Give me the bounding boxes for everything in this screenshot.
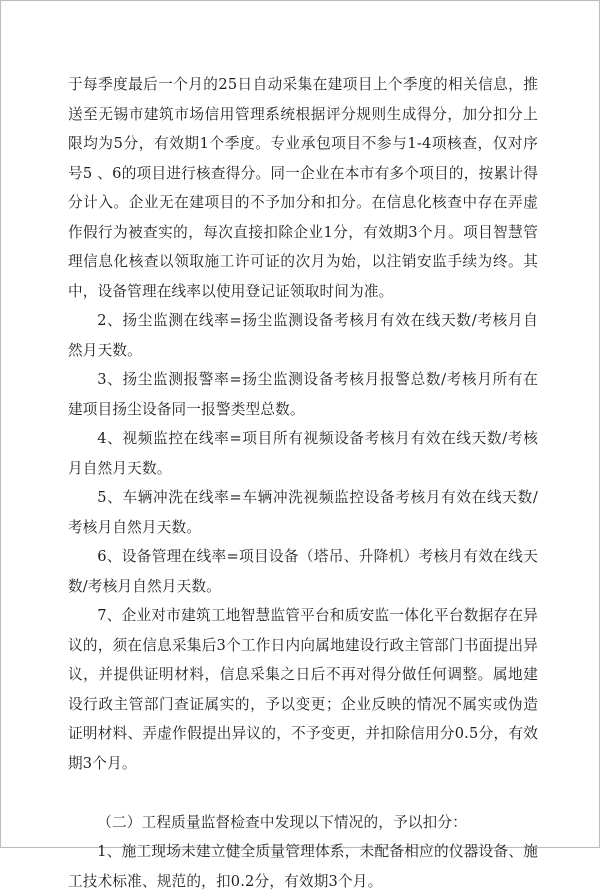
section-heading: （二）工程质量监督检查中发现以下情况的，予以扣分： [97, 813, 468, 831]
paragraph-item-6: 6、设备管理在线率=项目设备（塔吊、升降机）考核月有效在线天数/考核月自然月天数。 [68, 548, 538, 595]
document-body [68, 70, 538, 896]
paragraph-item-3: 3、扬尘监测报警率=扬尘监测设备考核月报警总数/考核月所有在建项目扬尘设备同一报警类型总数。 [68, 371, 538, 418]
paragraph-intro: 于每季度最后一个月的25日自动采集在建项目上个季度的相关信息，推送至无锡市建筑市场信用管理系统根据评分规则生成得分，加分扣分上限均为5分，有效期1个季度。专业承包项目不参与1-4项核查，仅对序号5 、6的项目进行核查得分。同一企业在本市有多个项目的，按累计得分计入。企业无在建项目的不予加分和扣分。在信息化核查中存在弄虚作假行为被查实的，每次直接扣除企业1分，有效期3个月。项目智慧管理信息化核查以领取施工许可证的次月为始，以注销安监手续为终。其中，设备管理在线率以使用登记证领取时间为准。 [68, 76, 538, 300]
paragraph-item-2: 2、扬尘监测在线率=扬尘监测设备考核月有效在线天数/考核月自然月天数。 [68, 312, 538, 359]
paragraph-section2-item-1: 1、施工现场未建立健全质量管理体系，未配备相应的仪器设备、施工技术标准、规范的，扣0.2分，有效期3个月。 [68, 843, 538, 890]
paragraph-item-5: 5、车辆冲洗在线率=车辆冲洗视频监控设备考核月有效在线天数/考核月自然月天数。 [68, 489, 538, 536]
paragraph-item-4: 4、视频监控在线率=项目所有视频设备考核月有效在线天数/考核月自然月天数。 [68, 430, 538, 477]
paragraph-item-7: 7、企业对市建筑工地智慧监管平台和质安监一体化平台数据存在异议的，须在信息采集后3个工作日内向属地建设行政主管部门书面提出异议，并提供证明材料，信息采集之日后不再对得分做任何调整。属地建设行政主管部门查证属实的，予以变更；企业反映的情况不属实或伪造证明材料、弄虚作假提出异议的，不予变更，并扣除信用分0.5分，有效期3个月。 [68, 607, 538, 772]
paragraph-spacer [68, 778, 538, 808]
